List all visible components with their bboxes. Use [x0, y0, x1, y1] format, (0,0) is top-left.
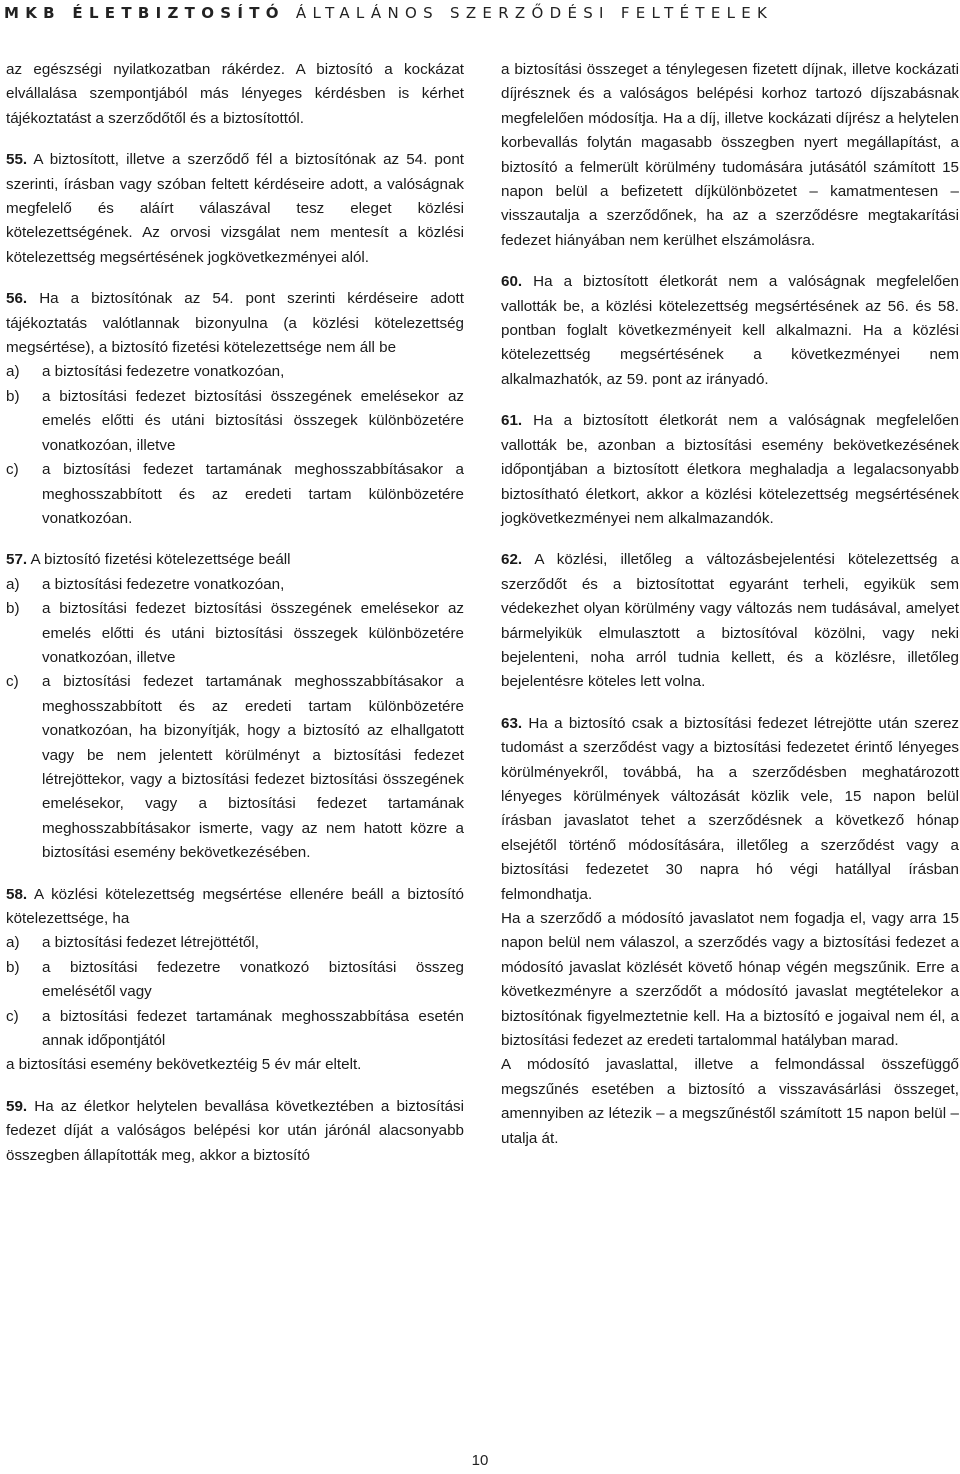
- right-column: [501, 58, 959, 1151]
- item-list: [6, 931, 464, 1053]
- running-header: [0, 0, 960, 30]
- section-number: 59.: [6, 1097, 28, 1115]
- section-text: A biztosított, illetve a szerződő fél a biztosítónak az 54. pont szerinti, írásban vagy szóban feltett kérdéseire adott, a valóságnak megfelelő és aláírt válaszával tesz eleget közlési kötelezettségének. Az orvosi vizsgálat nem mentesít a közlési kötelezettség megsértésének jogkövetkezményei alól.: [6, 151, 464, 266]
- section-text: Ha a biztosított életkorát nem a valóságnak megfelelően vallották be, azonban a biztosítási esemény bekövetkezésének időpontjában a biztosított életkora meghaladja a legalacsonyabb biztosítható életkort, akkor a közlési kötelezettség megsértésének jogkövetkezményei nem alkalmazandók.: [501, 412, 959, 527]
- section-63-paragraph-c: A módosító javaslattal, illetve a felmondással összefüggő megszűnés esetében a biztosító a visszavásárlási összeget, amennyiben az létezik – a megszűnéstől számított 15 napon belül – utalja át.: [501, 1056, 959, 1147]
- item-text: a biztosítási fedezetre vonatkozóan,: [42, 363, 285, 381]
- section-text: Ha a biztosító csak a biztosítási fedezet létrejötte után szerez tudomást a szerződést vagy a biztosítási fedezetet érintő lényeges körülményekről, továbbá, ha a szerződésben meghatározott lényeges körülmények változását közlik vele, 15 napon belül írásban javaslatot tehet a szerződésnek a következő hónap elsejétől történő módosítására, illetőleg a szerződést vagy a biztosítási fedezetet 30 napra hó végi hatállyal írásban felmondhatja.: [501, 714, 959, 903]
- section-lead: [6, 548, 464, 572]
- item-text: a biztosítási fedezet létrejöttétől,: [42, 934, 259, 952]
- list-item: [6, 931, 464, 955]
- item-marker: b): [6, 958, 20, 976]
- item-marker: b): [6, 387, 20, 405]
- section-number: 63.: [501, 714, 523, 732]
- section-text: A közlési kötelezettség megsértése ellenére beáll a biztosító kötelezettsége, ha: [6, 885, 464, 927]
- item-marker: c): [6, 461, 19, 479]
- section-tail: a biztosítási esemény bekövetkeztéig 5 év már eltelt.: [6, 1056, 362, 1074]
- list-item: [6, 1005, 464, 1054]
- paragraph-continued: a biztosítási összeget a ténylegesen fizetett díjnak, illetve kockázati díjrésznek és a valóságos belépési korhoz tartozó díjszabásnak megfelelően módosítja. Ha a díj, illetve kockázati díjrész a helytelen korbevallás folytán magasabb összegben nyert megállapítást, a biztosító a felmerült körülmény tudomására jutásától számított 15 napon belül a befizetett díjkülönbözetet – kamatmentesen – visszautalja a szerződőnek, ha az a szerződésre megtakarítási fedezet hiányában nem kerülhet elszámolásra.: [501, 61, 959, 249]
- item-text: a biztosítási fedezet tartamának meghosszabbításakor a meghosszabbított és az eredeti tartam különbözetére vonatkozóan, ha bizonyítják, hogy a biztosító az elhallgatott vagy be nem jelentett körülményt a biztosítási fedezet létrejöttekor, vagy a biztosítási fedezet biztosítási összegének emelésekor, vagy a biztosítási fedezet tartamának meghosszabbításakor ismerte, vagy az nem hatott közre a biztosítási esemény bekövetkezésében.: [42, 673, 464, 862]
- section-56: [6, 287, 464, 531]
- paragraph-intro: az egészségi nyilatkozatban rákérdez. A biztosító a kockázat elvállalása szempontjából más lényeges kérdésben is kérhet tájékoztatást a szerződőtől és a biztosítottól.: [6, 61, 464, 127]
- section-57: [6, 548, 464, 865]
- section-text: Ha a biztosított életkorát nem a valóságnak megfelelően vallották be, a közlési kötelezettség megsértésének az 56. és 58. pontban foglalt következményeit kell alkalmazni. Ha a közlési kötelezettség megsértésének a következményei nem alkalmazhatók, az 59. pont az irányadó.: [501, 273, 959, 388]
- section-lead: [6, 883, 464, 932]
- header-title: ÁLTALÁNOS SZERZŐDÉSI FELTÉTELEK: [295, 4, 774, 22]
- list-item: [6, 597, 464, 670]
- item-text: a biztosítási fedezetre vonatkozóan,: [42, 575, 285, 593]
- section-58: [6, 883, 464, 1078]
- section-62: [501, 548, 959, 694]
- section-number: 58.: [6, 885, 28, 903]
- section-text: Ha az életkor helytelen bevallása következtében a biztosítási fedezet díját a valóságos belépési kor után járónál alacsonyabb összegben állapították meg, akkor a biztosító: [6, 1097, 464, 1164]
- section-text: A közlési, illetőleg a változásbejelentési kötelezettség a szerződőt és a biztosítottat egyaránt terheli, egyikük sem védekezhet olyan körülmény vagy változás nem tudásával, amelyet bármelyikük elmulasztott a biztosítóval közölni, vagy neki bejelenteni, noha arról tudnia kellett, és a közlésre, illetőleg bejelentésre köteles lett volna.: [501, 551, 959, 691]
- section-text: A biztosító fizetési kötelezettsége beáll: [30, 551, 291, 569]
- item-text: a biztosítási fedezet biztosítási összegének emelésekor az emelés előtti és utáni biztosítási összegek különbözetére vonatkozóan, illetve: [42, 387, 464, 454]
- list-item: [6, 670, 464, 865]
- list-item: [6, 360, 464, 384]
- list-item: [6, 385, 464, 458]
- section-number: 62.: [501, 551, 523, 569]
- section-61: [501, 409, 959, 531]
- item-marker: a): [6, 363, 20, 381]
- section-text: Ha a biztosítónak az 54. pont szerinti kérdéseire adott tájékoztatás valótlannak bizonyulna (a közlési kötelezettség megsértése), a biztosító fizetési kötelezettsége nem áll be: [6, 290, 464, 357]
- section-59: [6, 1095, 464, 1168]
- section-63: [501, 712, 959, 907]
- left-column: [6, 58, 464, 1185]
- list-item: [6, 458, 464, 531]
- item-list: [6, 573, 464, 866]
- header-company: MKB ÉLETBIZTOSÍTÓ: [4, 4, 285, 22]
- list-item: [6, 573, 464, 597]
- section-lead: [6, 287, 464, 360]
- section-55: [6, 148, 464, 270]
- list-item: [6, 956, 464, 1005]
- section-63-paragraph-b: Ha a szerződő a módosító javaslatot nem fogadja el, vagy arra 15 napon belül nem válaszol, a szerződés vagy a biztosítási fedezet a módosító javaslat közlését követő hónap végén megszűnik. Erre a következményre a szerződőt a módosító javaslat megtételekor a biztosítónak figyelmeztetnie kell. Ha a biztosító e jogaival nem él, a biztosítási fedezet az eredeti tartalommal hatályban marad.: [501, 910, 959, 1050]
- section-60: [501, 270, 959, 392]
- section-number: 61.: [501, 412, 523, 430]
- item-marker: b): [6, 600, 20, 618]
- item-text: a biztosítási fedezet biztosítási összegének emelésekor az emelés előtti és utáni biztosítási összegek különbözetére vonatkozóan, illetve: [42, 600, 464, 666]
- item-text: a biztosítási fedezetre vonatkozó biztosítási összeg emelésétől vagy: [42, 958, 464, 1001]
- item-marker: a): [6, 934, 20, 952]
- item-list: [6, 360, 464, 531]
- section-number: 55.: [6, 151, 28, 169]
- item-marker: a): [6, 575, 20, 593]
- item-text: a biztosítási fedezet tartamának meghosszabbításakor a meghosszabbított és az eredeti tartam különbözetére vonatkozóan.: [42, 461, 464, 527]
- item-marker: c): [6, 673, 19, 691]
- section-number: 56.: [6, 290, 28, 308]
- section-number: 60.: [501, 273, 523, 291]
- page-number: 10: [471, 1452, 489, 1469]
- item-text: a biztosítási fedezet tartamának meghosszabbítása esetén annak időpontjától: [42, 1007, 464, 1050]
- section-number: 57.: [6, 551, 28, 569]
- item-marker: c): [6, 1007, 19, 1025]
